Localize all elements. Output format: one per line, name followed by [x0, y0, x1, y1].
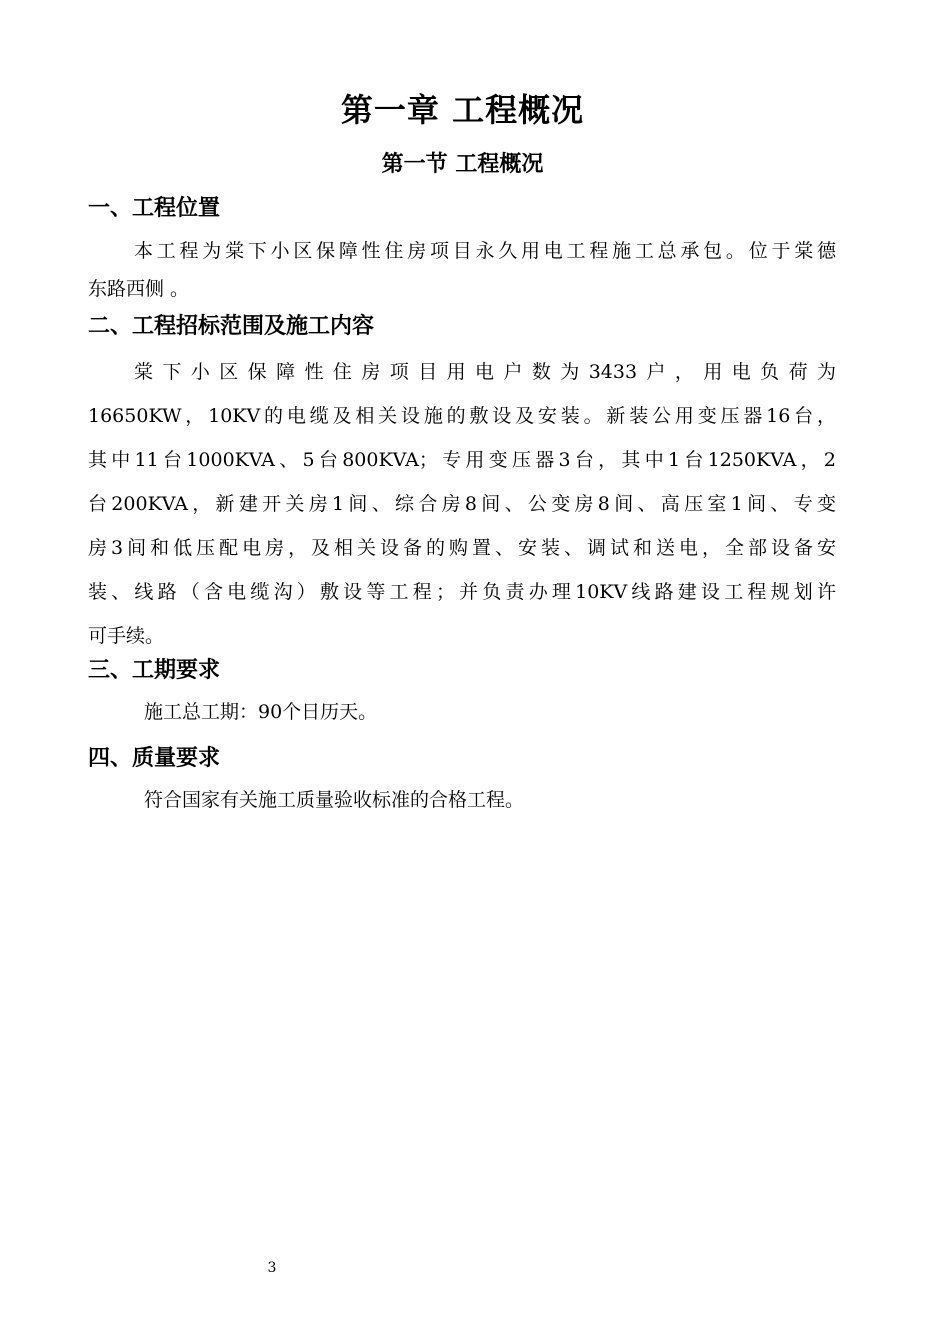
paragraph-line: 本工程为棠下小区保障性住房项目永久用电工程施工总承包。位于棠德	[134, 240, 836, 262]
paragraph-project-location	[88, 232, 836, 308]
heading-project-location: 一、工程位置	[88, 195, 221, 221]
paragraph-line: 房3间和低压配电房，及相关设备的购置、安装、调试和送电，全部设备安	[88, 537, 836, 559]
paragraph-quality-requirement: 符合国家有关施工质量验收标准的合格工程。	[144, 789, 525, 811]
chapter-title: 第一章 工程概况	[340, 91, 585, 129]
paragraph-line: 其中11台1000KVA、5台800KVA；专用变压器3台，其中1台1250KVA，2	[88, 449, 836, 471]
paragraph-schedule-requirement: 施工总工期：90个日历天。	[144, 701, 378, 723]
paragraph-line: 16650KW，10KV的电缆及相关设施的敷设及安装。新装公用变压器16台，	[88, 405, 836, 427]
page-number: 3	[267, 1260, 277, 1276]
paragraph-line: 台200KVA，新建开关房1间、综合房8间、公变房8间、高压室1间、专变	[88, 493, 836, 515]
paragraph-line: 东路西侧 。	[88, 278, 190, 300]
section-title: 第一节 工程概况	[381, 151, 544, 177]
heading-bidding-scope: 二、工程招标范围及施工内容	[88, 313, 375, 339]
paragraph-bidding-scope	[88, 350, 836, 658]
paragraph-line: 棠下小区保障性住房项目用电户数为3433户，用电负荷为	[134, 361, 836, 383]
heading-quality-requirement: 四、质量要求	[88, 745, 221, 771]
paragraph-line: 可手续。	[88, 625, 165, 647]
paragraph-line: 装、线路（含电缆沟）敷设等工程；并负责办理10KV线路建设工程规划许	[88, 581, 836, 603]
heading-schedule-requirement: 三、工期要求	[88, 657, 221, 683]
